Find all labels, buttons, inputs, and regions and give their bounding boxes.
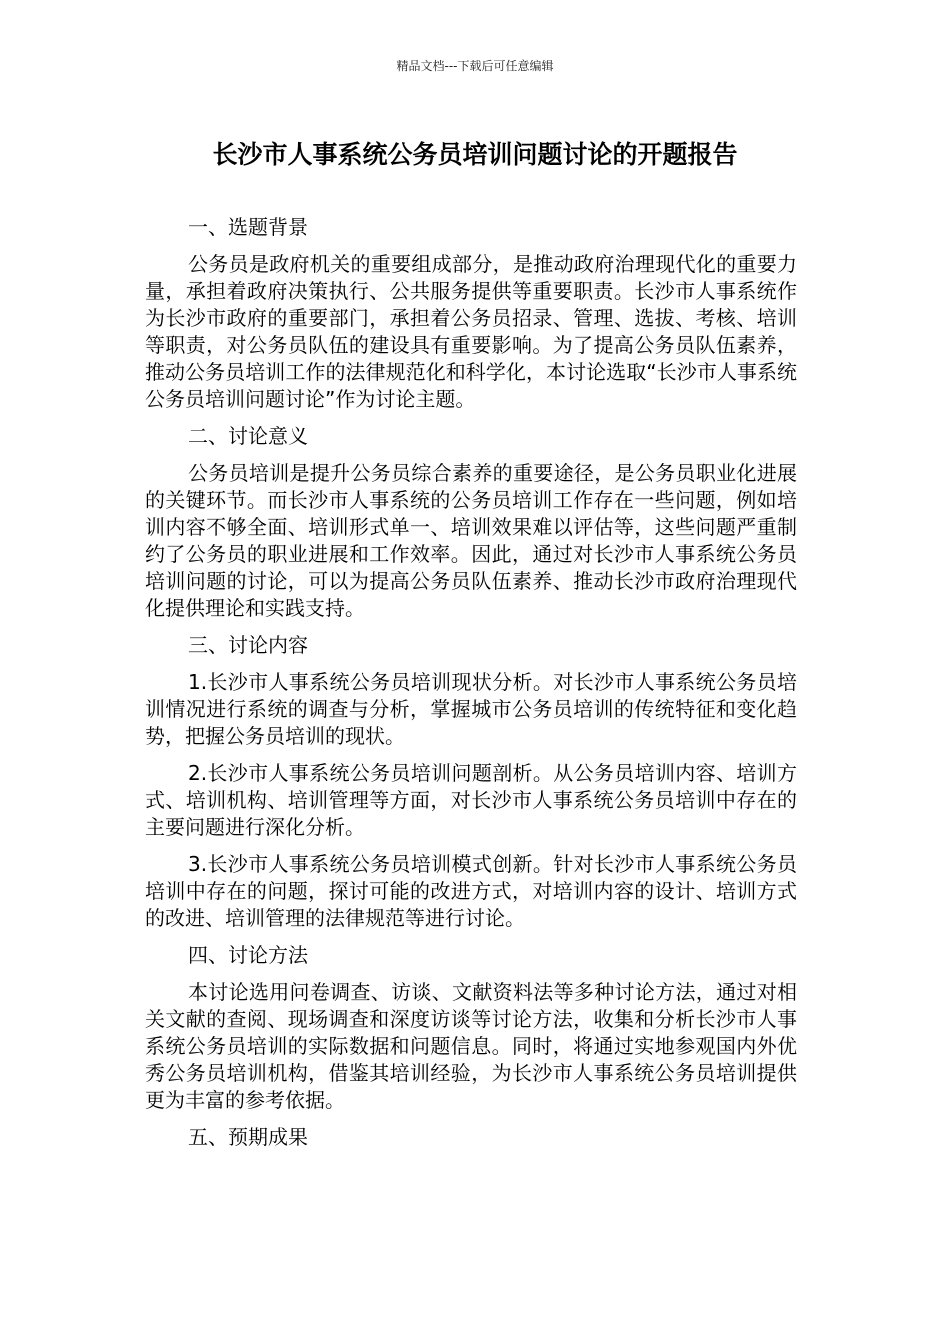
- section-heading-background: 一、选题背景: [188, 215, 308, 239]
- content-item-3: 3.长沙市人事系统公务员培训模式创新。针对长沙市人事系统公务员培训中存在的问题，探讨可能的改进方式，对培训内容的设计、培训方式的改进、培训管理的法律规范等进行讨论。: [145, 852, 797, 930]
- document-title: 长沙市人事系统公务员培训问题讨论的开题报告: [212, 140, 738, 169]
- paragraph-significance: 公务员培训是提升公务员综合素养的重要途径，是公务员职业化进展的关键环节。而长沙市人事系统的公务员培训工作存在一些问题，例如培训内容不够全面、培训形式单一、培训效果难以评估等，这些问题严重制约了公务员的职业进展和工作效率。因此，通过对长沙市人事系统公务员培训问题的讨论，可以为提高公务员队伍素养、推动长沙市政府治理现代化提供理论和实践支持。: [145, 461, 797, 620]
- paragraph-background: 公务员是政府机关的重要组成部分，是推动政府治理现代化的重要力量，承担着政府决策执行、公共服务提供等重要职责。长沙市人事系统作为长沙市政府的重要部门，承担着公务员招录、管理、选拔、考核、培训等职责，对公务员队伍的建设具有重要影响。为了提高公务员队伍素养，推动公务员培训工作的法律规范化和科学化，本讨论选取“长沙市人事系统公务员培训问题讨论”作为讨论主题。: [145, 252, 797, 411]
- section-heading-content: 三、讨论内容: [188, 633, 308, 657]
- section-heading-methods: 四、讨论方法: [188, 943, 308, 967]
- content-item-2: 2.长沙市人事系统公务员培训问题剖析。从公务员培训内容、培训方式、培训机构、培训管理等方面，对长沙市人事系统公务员培训中存在的主要问题进行深化分析。: [145, 761, 797, 839]
- header-note: 精品文档---下载后可任意编辑: [396, 59, 554, 73]
- content-item-1: 1.长沙市人事系统公务员培训现状分析。对长沙市人事系统公务员培训情况进行系统的调查与分析，掌握城市公务员培训的传统特征和变化趋势，把握公务员培训的现状。: [145, 670, 797, 748]
- document-body: [145, 214, 797, 1161]
- section-heading-significance: 二、讨论意义: [188, 424, 308, 448]
- section-heading-expected-results: 五、预期成果: [188, 1125, 308, 1149]
- paragraph-methods: 本讨论选用问卷调查、访谈、文献资料法等多种讨论方法，通过对相关文献的查阅、现场调查和深度访谈等讨论方法，收集和分析长沙市人事系统公务员培训的实际数据和问题信息。同时，将通过实地参观国内外优秀公务员培训机构，借鉴其培训经验，为长沙市人事系统公务员培训提供更为丰富的参考依据。: [145, 980, 797, 1112]
